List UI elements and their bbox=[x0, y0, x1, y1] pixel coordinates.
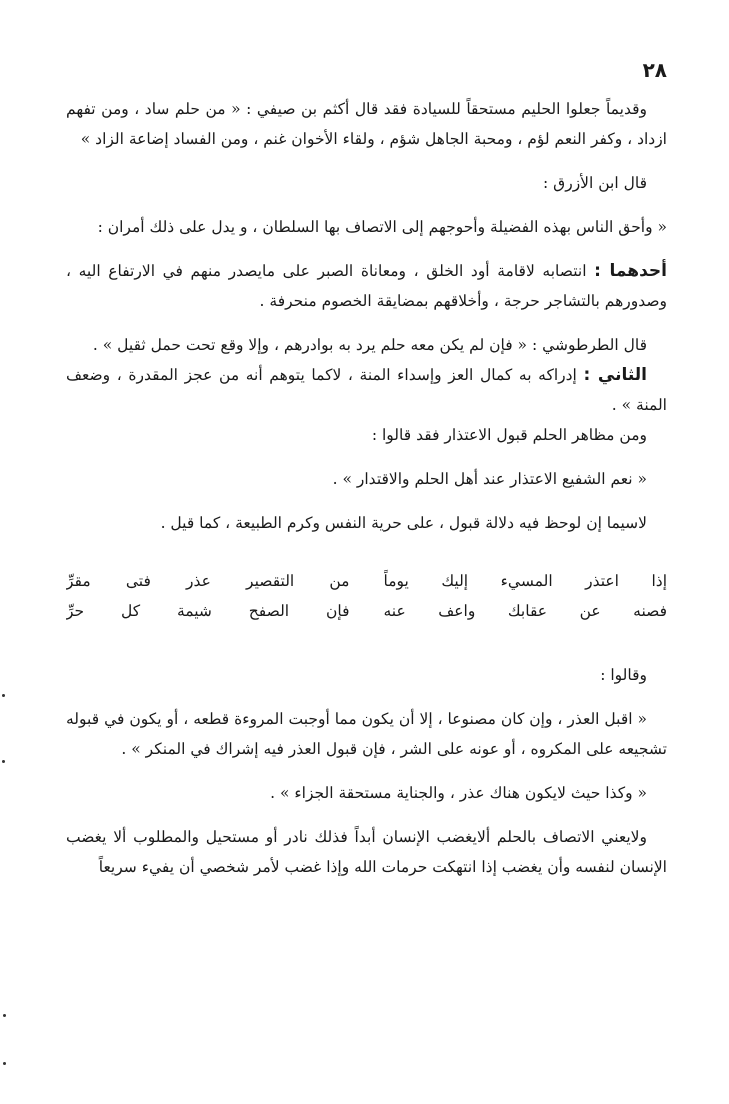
verse-line bbox=[66, 566, 667, 596]
hemistich-left: فإن الصفح شيمة كل حرِّ bbox=[66, 602, 350, 620]
paragraph-second-reason bbox=[66, 360, 667, 420]
paragraph-no-excuse: « وكذا حيث لايكون هناك عذر ، والجناية مستحقة الجزاء » . bbox=[270, 784, 647, 802]
scan-speck bbox=[2, 694, 5, 697]
term-second: الثاني : bbox=[583, 365, 647, 385]
paragraph-aktham-quote: وقديماً جعلوا الحليم مستحقاً للسيادة فقد قال أكثم بن صيفي : « من حلم ساد ، ومن تفهم ازداد ، وكفر النعم لؤم ، ومحبة الجاهل شؤم ، ولقاء الأخوان غنم ، ومن الفساد إضاعة الزاد » bbox=[66, 100, 667, 148]
hemistich-left: من التقصير عذر فتى مقرِّ bbox=[66, 572, 350, 590]
paragraph-la-siyama: لاسيما إن لوحظ فيه دلالة قبول ، على حرية النفس وكرم الطبيعة ، كما قيل . bbox=[160, 514, 647, 532]
second-reason-text: إدراكه به كمال العز وإسداء المنة ، لاكما يتوهم أنه من عجز المقدرة ، وضعف المنة » . bbox=[66, 366, 667, 414]
poem bbox=[66, 566, 667, 626]
scan-speck bbox=[3, 1014, 6, 1017]
page-number: ٢٨ bbox=[642, 58, 667, 82]
paragraph-apology: ومن مظاهر الحلم قبول الاعتذار فقد قالوا : bbox=[371, 426, 647, 444]
scan-speck bbox=[3, 1062, 6, 1065]
scan-speck bbox=[2, 760, 5, 763]
page-body bbox=[66, 94, 667, 882]
hemistich-right: فصنه عن عقابك واعف عنه bbox=[383, 602, 667, 620]
paragraph-best-intercessor: « نعم الشفيع الاعتذار عند أهل الحلم والاقتدار » . bbox=[332, 470, 647, 488]
paragraph-sultan: « وأحق الناس بهذه الفضيلة وأحوجهم إلى الاتصاف بها السلطان ، و يدل على ذلك أمران : bbox=[97, 218, 667, 236]
paragraph-first-reason bbox=[66, 256, 667, 316]
hemistich-right: إذا اعتذر المسيء إليك يوماً bbox=[383, 572, 667, 590]
paragraph-accept-excuse: « اقبل العذر ، وإن كان مصنوعا ، إلا أن يكون مما أوجبت المروءة قطعه ، أو يكون في قبوله تشجيعه على المكروه ، أو عونه على الشر ، فإن قبول العذر فيه إشراك في المنكر » . bbox=[66, 710, 667, 758]
paragraph-ibn-alazraq: قال ابن الأزرق : bbox=[543, 174, 647, 192]
verse-line bbox=[66, 596, 667, 626]
paragraph-turtushi: قال الطرطوشي : « فإن لم يكن معه حلم يرد به بوادرهم ، وإلا وقع تحت حمل ثقيل » . bbox=[92, 336, 647, 354]
paragraph-they-said: وقالوا : bbox=[600, 666, 647, 684]
term-first: أحدهما : bbox=[594, 261, 667, 281]
first-reason-text: انتصابه لاقامة أود الخلق ، ومعاناة الصبر على مايصدر منهم في الارتفاع اليه ، وصدورهم بالتشاجر حرجة ، وأخلاقهم بمضايقة الخصوم منحرفة . bbox=[66, 262, 667, 310]
paragraph-anger: ولايعني الاتصاف بالحلم ألايغضب الإنسان أبداً فذلك نادر أو مستحيل والمطلوب ألا يغضب الإنسان لنفسه وأن يغضب إذا انتهكت حرمات الله وإذا غضب لأمر شخصي أن يفيء سريعاً bbox=[66, 828, 667, 876]
